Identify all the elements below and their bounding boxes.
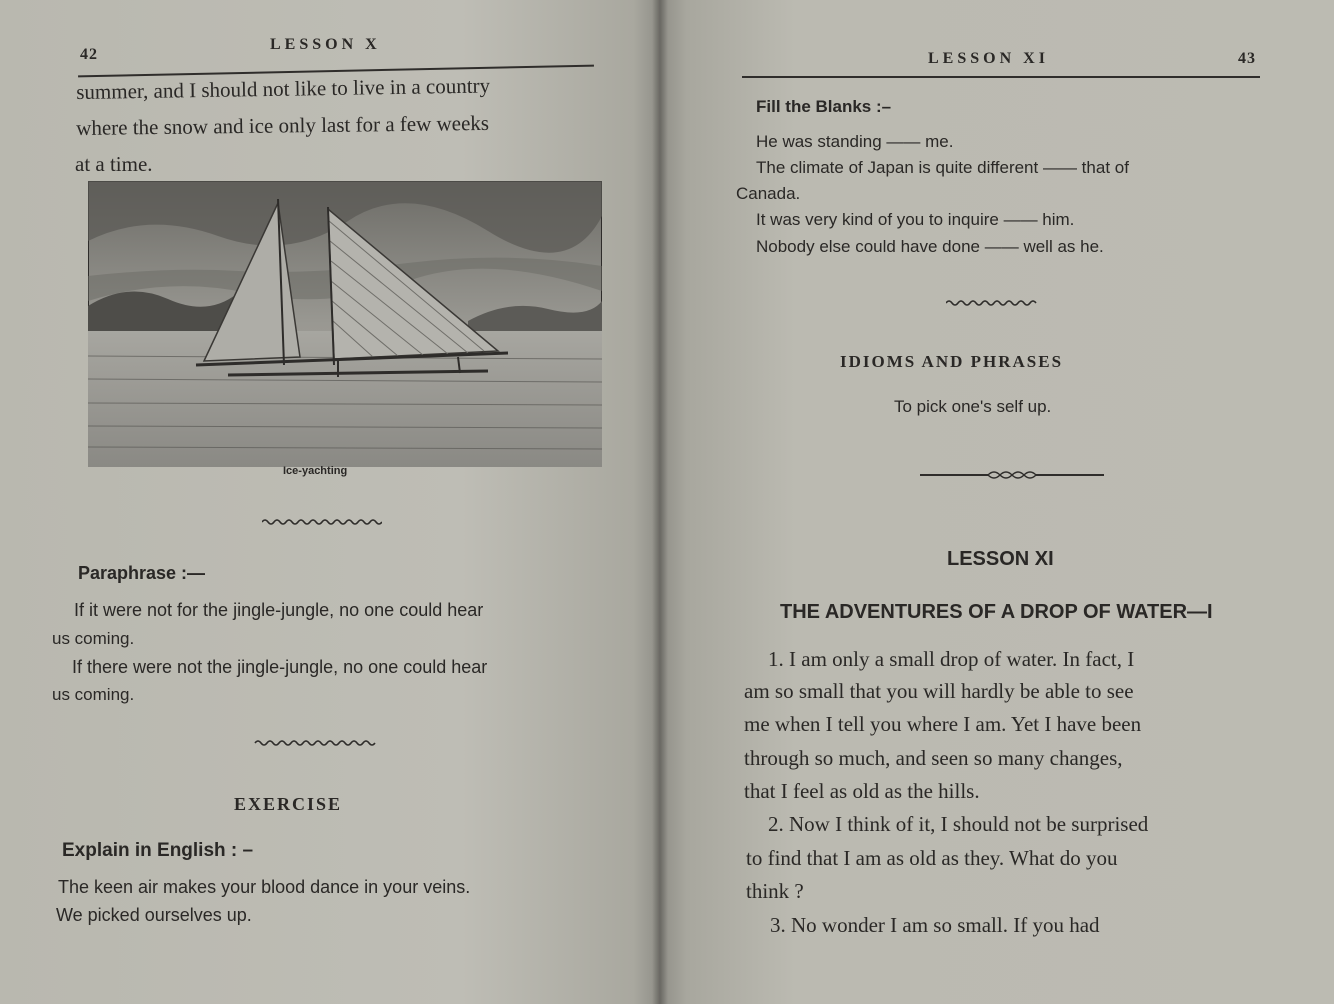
story-line-6: 2. Now I think of it, I should not be surprised bbox=[768, 812, 1149, 836]
intro-line-2: where the snow and ice only last for a few weeks bbox=[76, 110, 490, 140]
running-head-right: LESSON XI bbox=[928, 50, 1049, 67]
fill-blanks-line-1: He was standing —— me. bbox=[756, 132, 954, 151]
fill-blanks-heading: Fill the Blanks :– bbox=[756, 97, 892, 116]
divider-wave-1 bbox=[262, 518, 382, 526]
paraphrase-line-3: If there were not the jingle-jungle, no one could hear bbox=[72, 657, 488, 677]
paraphrase-line-4: us coming. bbox=[52, 685, 135, 704]
right-page bbox=[660, 0, 1334, 1004]
fill-blanks-line-3: Canada. bbox=[736, 184, 801, 203]
story-line-2: am so small that you will hardly be able to see bbox=[744, 679, 1134, 703]
exercise-line-1: The keen air makes your blood dance in your veins. bbox=[58, 877, 471, 897]
intro-line-3: at a time. bbox=[75, 152, 153, 176]
exercise-line-2: We picked ourselves up. bbox=[56, 905, 252, 925]
lesson-title: LESSON XI bbox=[947, 548, 1054, 570]
divider-wave-3 bbox=[946, 299, 1038, 307]
story-line-7: to find that I am as old as they. What do you bbox=[746, 846, 1118, 870]
exercise-subheading: Explain in English : – bbox=[62, 840, 254, 861]
story-line-1: 1. I am only a small drop of water. In fact, I bbox=[768, 647, 1135, 671]
page-number-right: 43 bbox=[1238, 50, 1256, 67]
running-head-left: LESSON X bbox=[270, 36, 381, 53]
story-line-8: think ? bbox=[746, 879, 804, 903]
intro-line-1: summer, and I should not like to live in a country bbox=[76, 73, 491, 104]
exercise-heading: EXERCISE bbox=[234, 794, 343, 814]
paraphrase-line-1: If it were not for the jingle-jungle, no one could hear bbox=[74, 600, 484, 620]
idioms-line: To pick one's self up. bbox=[894, 397, 1052, 416]
story-line-5: that I feel as old as the hills. bbox=[744, 779, 980, 803]
fill-blanks-line-2: The climate of Japan is quite different —— that of bbox=[756, 158, 1129, 177]
story-title: THE ADVENTURES OF A DROP OF WATER—I bbox=[780, 601, 1213, 623]
book-gutter bbox=[652, 0, 668, 1004]
page-number-left: 42 bbox=[80, 46, 98, 63]
idioms-heading: IDIOMS AND PHRASES bbox=[840, 352, 1064, 371]
ornament-divider bbox=[920, 468, 1104, 482]
story-line-3: me when I tell you where I am. Yet I have been bbox=[744, 712, 1142, 736]
left-page bbox=[0, 0, 660, 1004]
story-line-4: through so much, and seen so many changes, bbox=[744, 746, 1123, 770]
header-rule-right bbox=[742, 76, 1260, 78]
illustration-caption: Ice-yachting bbox=[283, 465, 348, 477]
paraphrase-line-2: us coming. bbox=[52, 629, 135, 648]
paraphrase-heading: Paraphrase :— bbox=[78, 563, 206, 583]
story-line-9: 3. No wonder I am so small. If you had bbox=[770, 913, 1100, 937]
fill-blanks-line-4: It was very kind of you to inquire —— him. bbox=[756, 210, 1075, 229]
divider-wave-2 bbox=[254, 739, 376, 747]
fill-blanks-line-5: Nobody else could have done —— well as he. bbox=[756, 237, 1104, 256]
ice-yacht-illustration bbox=[88, 181, 602, 467]
